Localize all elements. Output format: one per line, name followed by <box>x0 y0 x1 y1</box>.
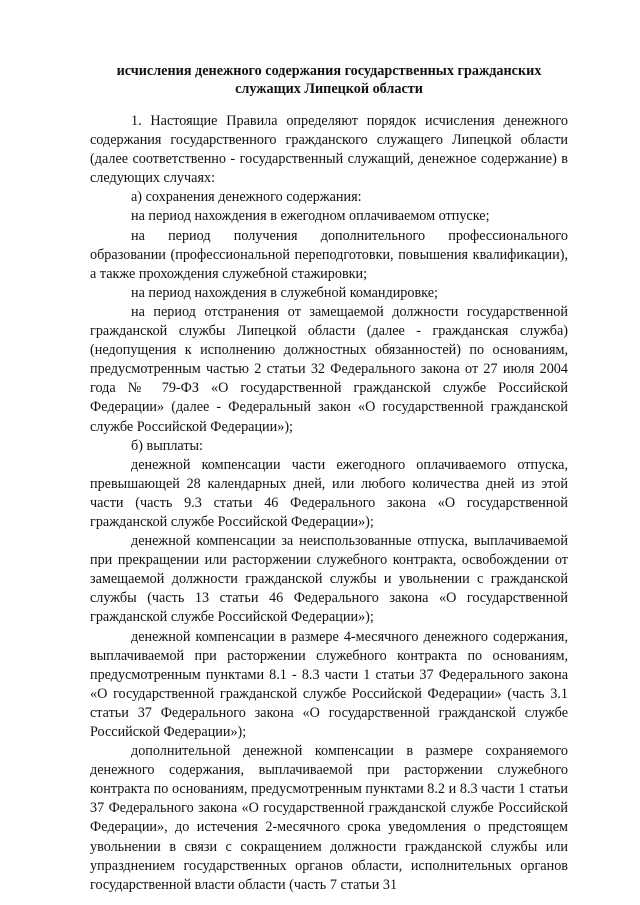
paragraph-8: денежной компенсации части ежегодного оплачиваемого отпуска, превышающей 28 календарных дней, или любого количества дней из этой части (часть 9.3 статьи 46 Федерального закона «О государственной гражданской службе Российской Федерации»); <box>90 456 568 530</box>
paragraph-11: дополнительной денежной компенсации в размере сохраняемого денежного содержания, выплачиваемой при расторжении служебного контракта по основаниям, предусмотренным пунктами 8.2 и 8.3 части 1 статьи 37 Федерального закона «О государственной гражданской службе Российской Федерации», до истечения 2-месячного срока уведомления о предстоящем увольнении в связи с сокращением должности гражданской службы или упразднением государственных органов области, исполнительных органов государственной власти области (часть 7 статьи 31 <box>90 743 568 893</box>
paragraph-6: на период отстранения от замещаемой должности государственной гражданской службы Липецкой области (далее - гражданская служба) (недопущения к исполнению должностных обязанностей) по основаниям, предусмотренным частью 2 статьи 32 Федерального закона от 27 июля 2004 года № 79-ФЗ «О государственной гражданской службе Российской Федерации» (далее - Федеральный закон «О государственной гражданской службе Российской Федерации»); <box>90 303 568 435</box>
title-line-2: служащих Липецкой области <box>235 81 423 97</box>
paragraph-10: денежной компенсации в размере 4-месячного денежного содержания, выплачиваемой при расторжении служебного контракта по основаниям, предусмотренным пунктами 8.1 - 8.3 части 1 статьи 37 Федерального закона «О государственной гражданской службе Российской Федерации» (часть 3.1 статьи 37 Федерального закона «О государственной гражданской службе Российской Федерации»); <box>90 628 568 740</box>
paragraph-9: денежной компенсации за неиспользованные отпуска, выплачиваемой при прекращении или расторжении служебного контракта, освобождении от замещаемой должности гражданской службы и увольнении с гражданской службы (часть 13 статьи 46 Федерального закона «О государственной гражданской службе Российской Федерации»); <box>90 533 568 626</box>
paragraph-3: на период нахождения в ежегодном оплачиваемом отпуске; <box>131 208 490 225</box>
paragraph-2: а) сохранения денежного содержания: <box>131 189 362 206</box>
paragraph-1: 1. Настоящие Правила определяют порядок исчисления денежного содержания государственного гражданского служащего Липецкой области (далее соответственно - государственный служащий, денежное содержание) в следующих случаях: <box>90 113 568 187</box>
document-title <box>90 62 568 98</box>
paragraph-7: б) выплаты: <box>131 437 203 454</box>
title-line-1: исчисления денежного содержания государственных гражданских <box>116 63 542 79</box>
document-page <box>90 62 568 895</box>
paragraph-5: на период нахождения в служебной командировке; <box>131 284 438 301</box>
paragraph-4: на период получения дополнительного профессионального образовании (профессиональной переподготовки, повышения квалификации), а также прохождения служебной стажировки; <box>90 227 568 282</box>
